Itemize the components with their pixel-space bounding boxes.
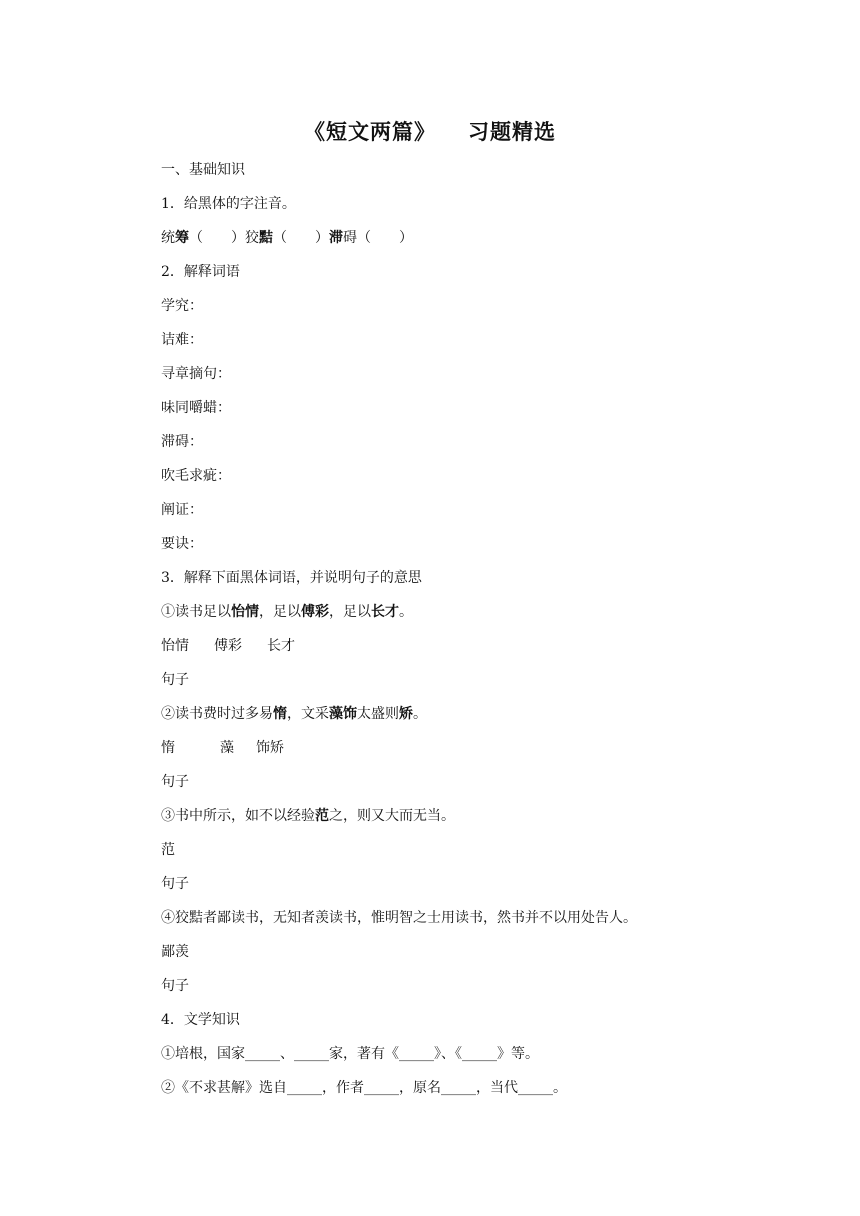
question-1-heading: 1．给黑体的字注音。	[161, 196, 296, 212]
sentence-label: 句子	[161, 672, 189, 688]
term-item: 诘难：	[161, 332, 203, 348]
bold-char: 滞	[329, 230, 343, 246]
page-title	[0, 116, 860, 146]
bold-char: 黠	[259, 230, 273, 246]
title-part1: 《短文两篇》	[304, 119, 436, 144]
term-item: 要诀：	[161, 536, 203, 552]
term-item: 吹毛求疵：	[161, 468, 231, 484]
sentence-label: 句子	[161, 876, 189, 892]
sentence-label: 句子	[161, 978, 189, 994]
term-item: 阐证：	[161, 502, 203, 518]
sentence-3: ③书中所示，如不以经验范之，则又大而无当。	[161, 808, 455, 824]
bold-char: 筹	[175, 230, 189, 246]
words-4: 鄙羡	[161, 944, 189, 960]
words-2: 惰 藻 饰矫	[161, 740, 284, 756]
words-1: 怡情 傅彩 长才	[161, 638, 295, 654]
literature-line-2: ②《不求甚解》选自_____，作者_____，原名_____，当代_____。	[161, 1080, 567, 1096]
question-4-heading: 4．文学知识	[161, 1012, 240, 1028]
sentence-label: 句子	[161, 774, 189, 790]
words-3: 范	[161, 842, 175, 858]
question-1-items: 统筹（ ）狡黠（ ）滞碍（ ）	[161, 230, 413, 246]
term-item: 味同嚼蜡：	[161, 400, 231, 416]
sentence-2: ②读书费时过多易惰，文采藻饰太盛则矫。	[161, 706, 427, 722]
term-item: 寻章摘句：	[161, 366, 231, 382]
term-item: 学究：	[161, 298, 203, 314]
sentence-4: ④狡黠者鄙读书，无知者羡读书，惟明智之士用读书，然书并不以用处告人。	[161, 910, 637, 926]
literature-line-1: ①培根，国家_____、_____家，著有《_____》、《_____》等。	[161, 1046, 539, 1062]
question-2-heading: 2．解释词语	[161, 264, 240, 280]
sentence-1: ①读书足以怡情，足以傅彩，足以长才。	[161, 604, 413, 620]
term-item: 滞碍：	[161, 434, 203, 450]
section-heading: 一、基础知识	[161, 162, 245, 178]
question-3-heading: 3．解释下面黑体词语，并说明句子的意思	[161, 570, 422, 586]
title-part2: 习题精选	[468, 119, 556, 144]
